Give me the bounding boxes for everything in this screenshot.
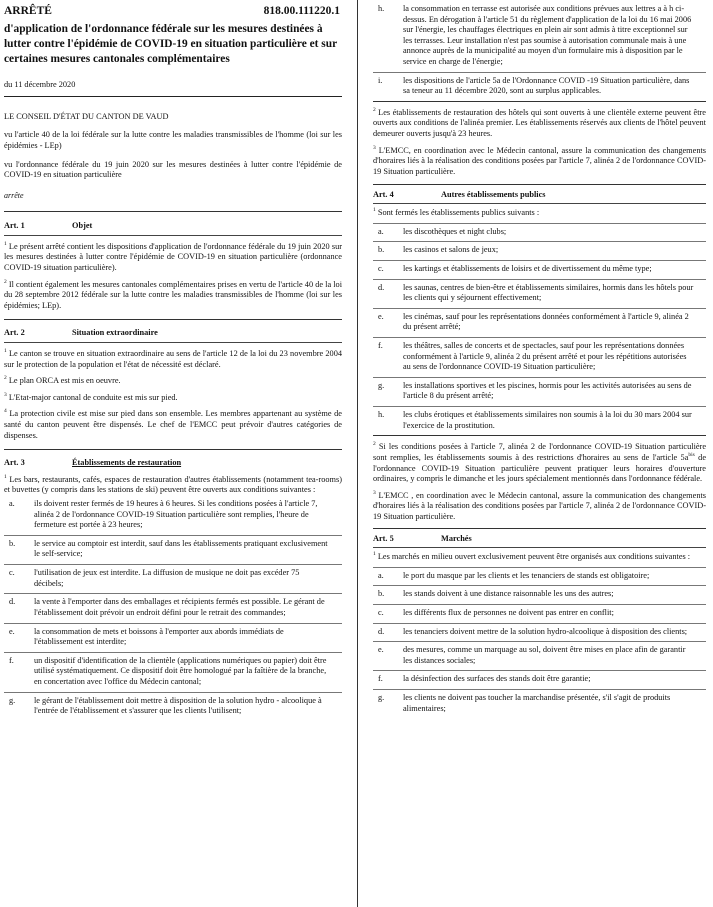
art3-para-2: $^2$ Les établissements de restauration des hôtels qui sont ouverts à une clientèle externe peuvent être ouverts aux conditions de l'alinéa premier. Les établissements réservés aux clients de l'hôtel peuvent demeurer ouverts jusqu'à 23 heures. — [373, 107, 706, 139]
art5-number: Art. 5 — [373, 533, 394, 543]
art4-list-end — [373, 435, 706, 436]
art4-title: Autres établissements publics — [441, 189, 546, 199]
art2-para-3: $^3$ L'Etat-major cantonal de conduite est mis sur pied. — [4, 392, 178, 402]
header-divider — [4, 96, 342, 97]
art5-divider — [373, 528, 706, 529]
list-item: d. les saunas, centres de bien-être et établissements similaires, hormis dans les hôtels pour les clients qui y séjournent effectivement; — [378, 282, 694, 303]
left-column — [4, 4, 342, 717]
list-item: f. la désinfection des surfaces des stands doit être garantie; — [378, 674, 591, 684]
list-item: g. les clients ne doivent pas toucher la marchandise présentée, s'il s'agit de produits alimentaires; — [378, 693, 671, 713]
list-item: b. les casinos et salons de jeux; — [378, 245, 499, 255]
art3-cont-divider — [373, 101, 706, 102]
art1-para-2: $^2$ Il contient également les mesures cantonales complémentaires prises en vertu de l'article 40 de la loi du 28 septembre 2012 fédérale sur la lutte contre les maladies transmissibles de l'homme (loi sur les épidémies; LEp). — [4, 278, 343, 310]
list-item: c. les différents flux de personnes ne doivent pas entrer en conflit; — [378, 607, 614, 617]
header-row — [4, 4, 342, 19]
list-item: f. les théâtres, salles de concerts et de spectacles, sauf pour les représentations données conformément à l'article 9, alinéa 2 du présent arrêté et pour les répétitions autorisées au sens de l'ordonnance COVID-19 Situation particulière; — [378, 341, 687, 372]
vu-clause-2: vu l'ordonnance fédérale du 19 juin 2020 sur les mesures destinées à lutter contre l'épidémie de COVID-19 en situation particulière — [4, 159, 342, 180]
doc-title: d'application de l'ordonnance fédérale sur les mesures destinées à lutter contre l'épidémie de COVID-19 en situation particulière et sur certaines mesures cantonales complémentaires — [4, 22, 337, 66]
art4-para-3: $^3$ L'EMCC , en coordination avec le Médecin cantonal, assure la communication des changements d'horaires liés à la réalisation des conditions posées par l'article 7, alinéa 2 de l'ordonnance COVID-19 Situation particulière. — [373, 489, 706, 521]
art5-title: Marchés — [441, 533, 472, 543]
list-item: b. les stands doivent à une distance raisonnable les uns des autres; — [378, 589, 614, 599]
art3-divider — [4, 449, 342, 450]
list-item: d. la vente à l'emporter dans des emballages et récipients fermés est possible. Le gérant de l'établissement doit prévoir un endroit défini pour le retrait des commandes; — [9, 597, 325, 617]
art1-para-1: $^1$ Le présent arrêté contient les dispositions d'application de l'ordonnance fédérale du 19 juin 2020 sur les mesures destinées à lutter contre l'épidémie de COVID-19 en situation particulière (ordonnance COVID-19 situation particulière). — [4, 240, 342, 272]
list-item: h. les clubs érotiques et établissements similaires non soumis à la loi du 30 mars 2004 sur l'exercice de la prostitution. — [378, 410, 692, 430]
vu-clause-1: vu l'article 40 de la loi fédérale sur la lutte contre les maladies transmissibles de l'homme (loi sur les épidémies - LEp) — [4, 130, 342, 151]
list-item: a. le port du masque par les clients et les tenanciers de stands est obligatoire; — [378, 570, 650, 580]
list-item: b. le service au comptoir est interdit, sauf dans les établissements pratiquant exclusivement le self-service; — [9, 538, 328, 559]
art3-para-1: $^1$ Les bars, restaurants, cafés, espaces de restauration d'autres établissements (notamment tea-rooms) et buvettes (y compris dans les stations de ski) peuvent être ouverts aux conditions suivantes : — [4, 474, 343, 495]
art4-heading — [373, 190, 706, 201]
art5-list — [373, 567, 706, 714]
art2-title: Situation extraordinaire — [72, 328, 158, 338]
art3-list — [4, 499, 342, 717]
list-item: a. les discothèques et night clubs; — [378, 226, 507, 236]
preamble-divider — [4, 211, 342, 212]
list-item: h. la consommation en terrasse est autorisée aux conditions prévues aux lettres a à h ci-dessus. En dérogation à l'article 51 du règlement d'application de la loi du 16 mai 2006 sur l'énergie, les chauffages électriques en plein air sont admis à titre exceptionnel sur les terrasses. Leur installation n'est pas soumise à autorisation communale mais à une annonce auprès de la municipalité au moyen d'un formulaire mis à disposition par le service en charge de l'énergie; — [378, 4, 692, 67]
list-item: c. l'utilisation de jeux est interdite. La diffusion de musique ne doit pas excéder 75 décibels; — [9, 568, 300, 588]
council-heading: LE CONSEIL D'ÉTAT DU CANTON DE VAUD — [4, 111, 169, 121]
art1-heading — [4, 221, 342, 232]
art4-divider — [373, 184, 706, 185]
art4-list — [373, 223, 706, 432]
art4-rule — [373, 203, 706, 204]
doc-number: 818.00.111220.1 — [263, 5, 340, 17]
list-item: e. les cinémas, sauf pour les représentations données conformément à l'article 9, alinéa 2 du présent arrêté; — [378, 311, 689, 332]
list-item: g. le gérant de l'établissement doit mettre à disposition de la solution hydro - alcoolique à l'entrée de l'établissement et s'assurer que les clients l'utilisent; — [9, 695, 322, 716]
list-item: i. les dispositions de l'article 5a de l'Ordonnance COVID -19 Situation particulière, dans sa teneur au 11 décembre 2020, sont au surplus applicables. — [378, 75, 690, 96]
list-item: g. les installations sportives et les piscines, hormis pour les activités autorisées au sens de l'article 8 du présent arrêté; — [378, 380, 692, 401]
art3-heading — [4, 458, 342, 469]
list-item: a. ils doivent rester fermés de 19 heures à 6 heures. Si les conditions posées à l'article 7, alinéa 2 de l'ordonnance COVID-19 Situation particulière sont remplies, l'heure de fermeture est portée à 23 heures; — [9, 499, 318, 530]
art2-heading — [4, 328, 342, 339]
art5-para-1: $^1$ Les marchés en milieu ouvert exclusivement peuvent être organisés aux conditions suivantes : — [373, 551, 691, 562]
arrete-word: arrête — [4, 190, 24, 200]
art2-para-2: $^2$ Le plan ORCA est mis en oeuvre. — [4, 375, 121, 386]
art4-para-2: $^2$ Si les conditions posées à l'article 7, alinéa 2 de l'ordonnance COVID-19 Situation particulière sont remplies, les établissements soumis à des restrictions d'horaires au sens de l'article $5a^{bis}$ de l'ordonnance COVID-19 Situation particulière peuvent pratiquer leurs horaires d'ouverture ordinaires, y compris le dimanche et les jours spécialement mentionnés dans l'ordonnance fédérale. — [373, 441, 707, 484]
art3-para-3: $^3$ L'EMCC, en coordination avec le Médecin cantonal, assure la communication des changements d'horaires liés à la réalisation des conditions posées par l'article 7, alinéa 2 de l'ordonnance COVID-19 Situation particulière. — [373, 144, 706, 176]
list-item: c. les kartings et établissements de loisirs et de divertissement du même type; — [378, 263, 652, 273]
art2-number: Art. 2 — [4, 328, 25, 338]
art5-rule — [373, 547, 706, 548]
list-item: e. des mesures, comme un marquage au sol, doivent être mises en place afin de garantir les distances sociales; — [378, 645, 686, 665]
art2-para-4: $^4$ La protection civile est mise sur pied dans son ensemble. Les membres appartenant au système de santé du canton peuvent être dispensés. Le chef de l'EMCC peut prévoir d'autres catégories de dispenses. — [4, 408, 342, 440]
art1-title: Objet — [72, 221, 93, 231]
art5-heading — [373, 534, 706, 545]
art4-para-1: $^1$ Sont fermés les établissements publics suivants : — [373, 207, 540, 218]
art4-number: Art. 4 — [373, 189, 394, 199]
doc-type: ARRÊTÉ — [4, 5, 52, 17]
art3-title: Établissements de restauration — [72, 458, 182, 468]
doc-date: du 11 décembre 2020 — [4, 80, 76, 90]
list-item: d. les tenanciers doivent mettre de la solution hydro-alcoolique à disposition des clients; — [378, 626, 688, 636]
art1-number: Art. 1 — [4, 221, 25, 231]
art3-number: Art. 3 — [4, 458, 25, 468]
art1-rule — [4, 235, 342, 236]
art2-para-1: $^1$ Le canton se trouve en situation extraordinaire au sens de l'article 12 de la loi du 23 novembre 2004 sur le protection de la population et l'état de nécessité est déclaré. — [4, 348, 343, 369]
art2-rule — [4, 342, 342, 343]
list-item: e. la consommation de mets et boissons à l'emporter aux abords immédiats de l'établissement est interdite; — [9, 626, 284, 647]
art3-list-continued — [373, 4, 706, 97]
art2-divider — [4, 319, 342, 320]
right-column — [373, 4, 706, 714]
list-item: f. un dispositif d'identification de la clientèle (applications numériques ou papier) doit être utilisé systématiquement. Ce dispositif doit être homologué par la faîtière de la branche, en concertation avec l'office du Médecin cantonal; — [9, 655, 327, 686]
column-divider — [357, 0, 358, 907]
